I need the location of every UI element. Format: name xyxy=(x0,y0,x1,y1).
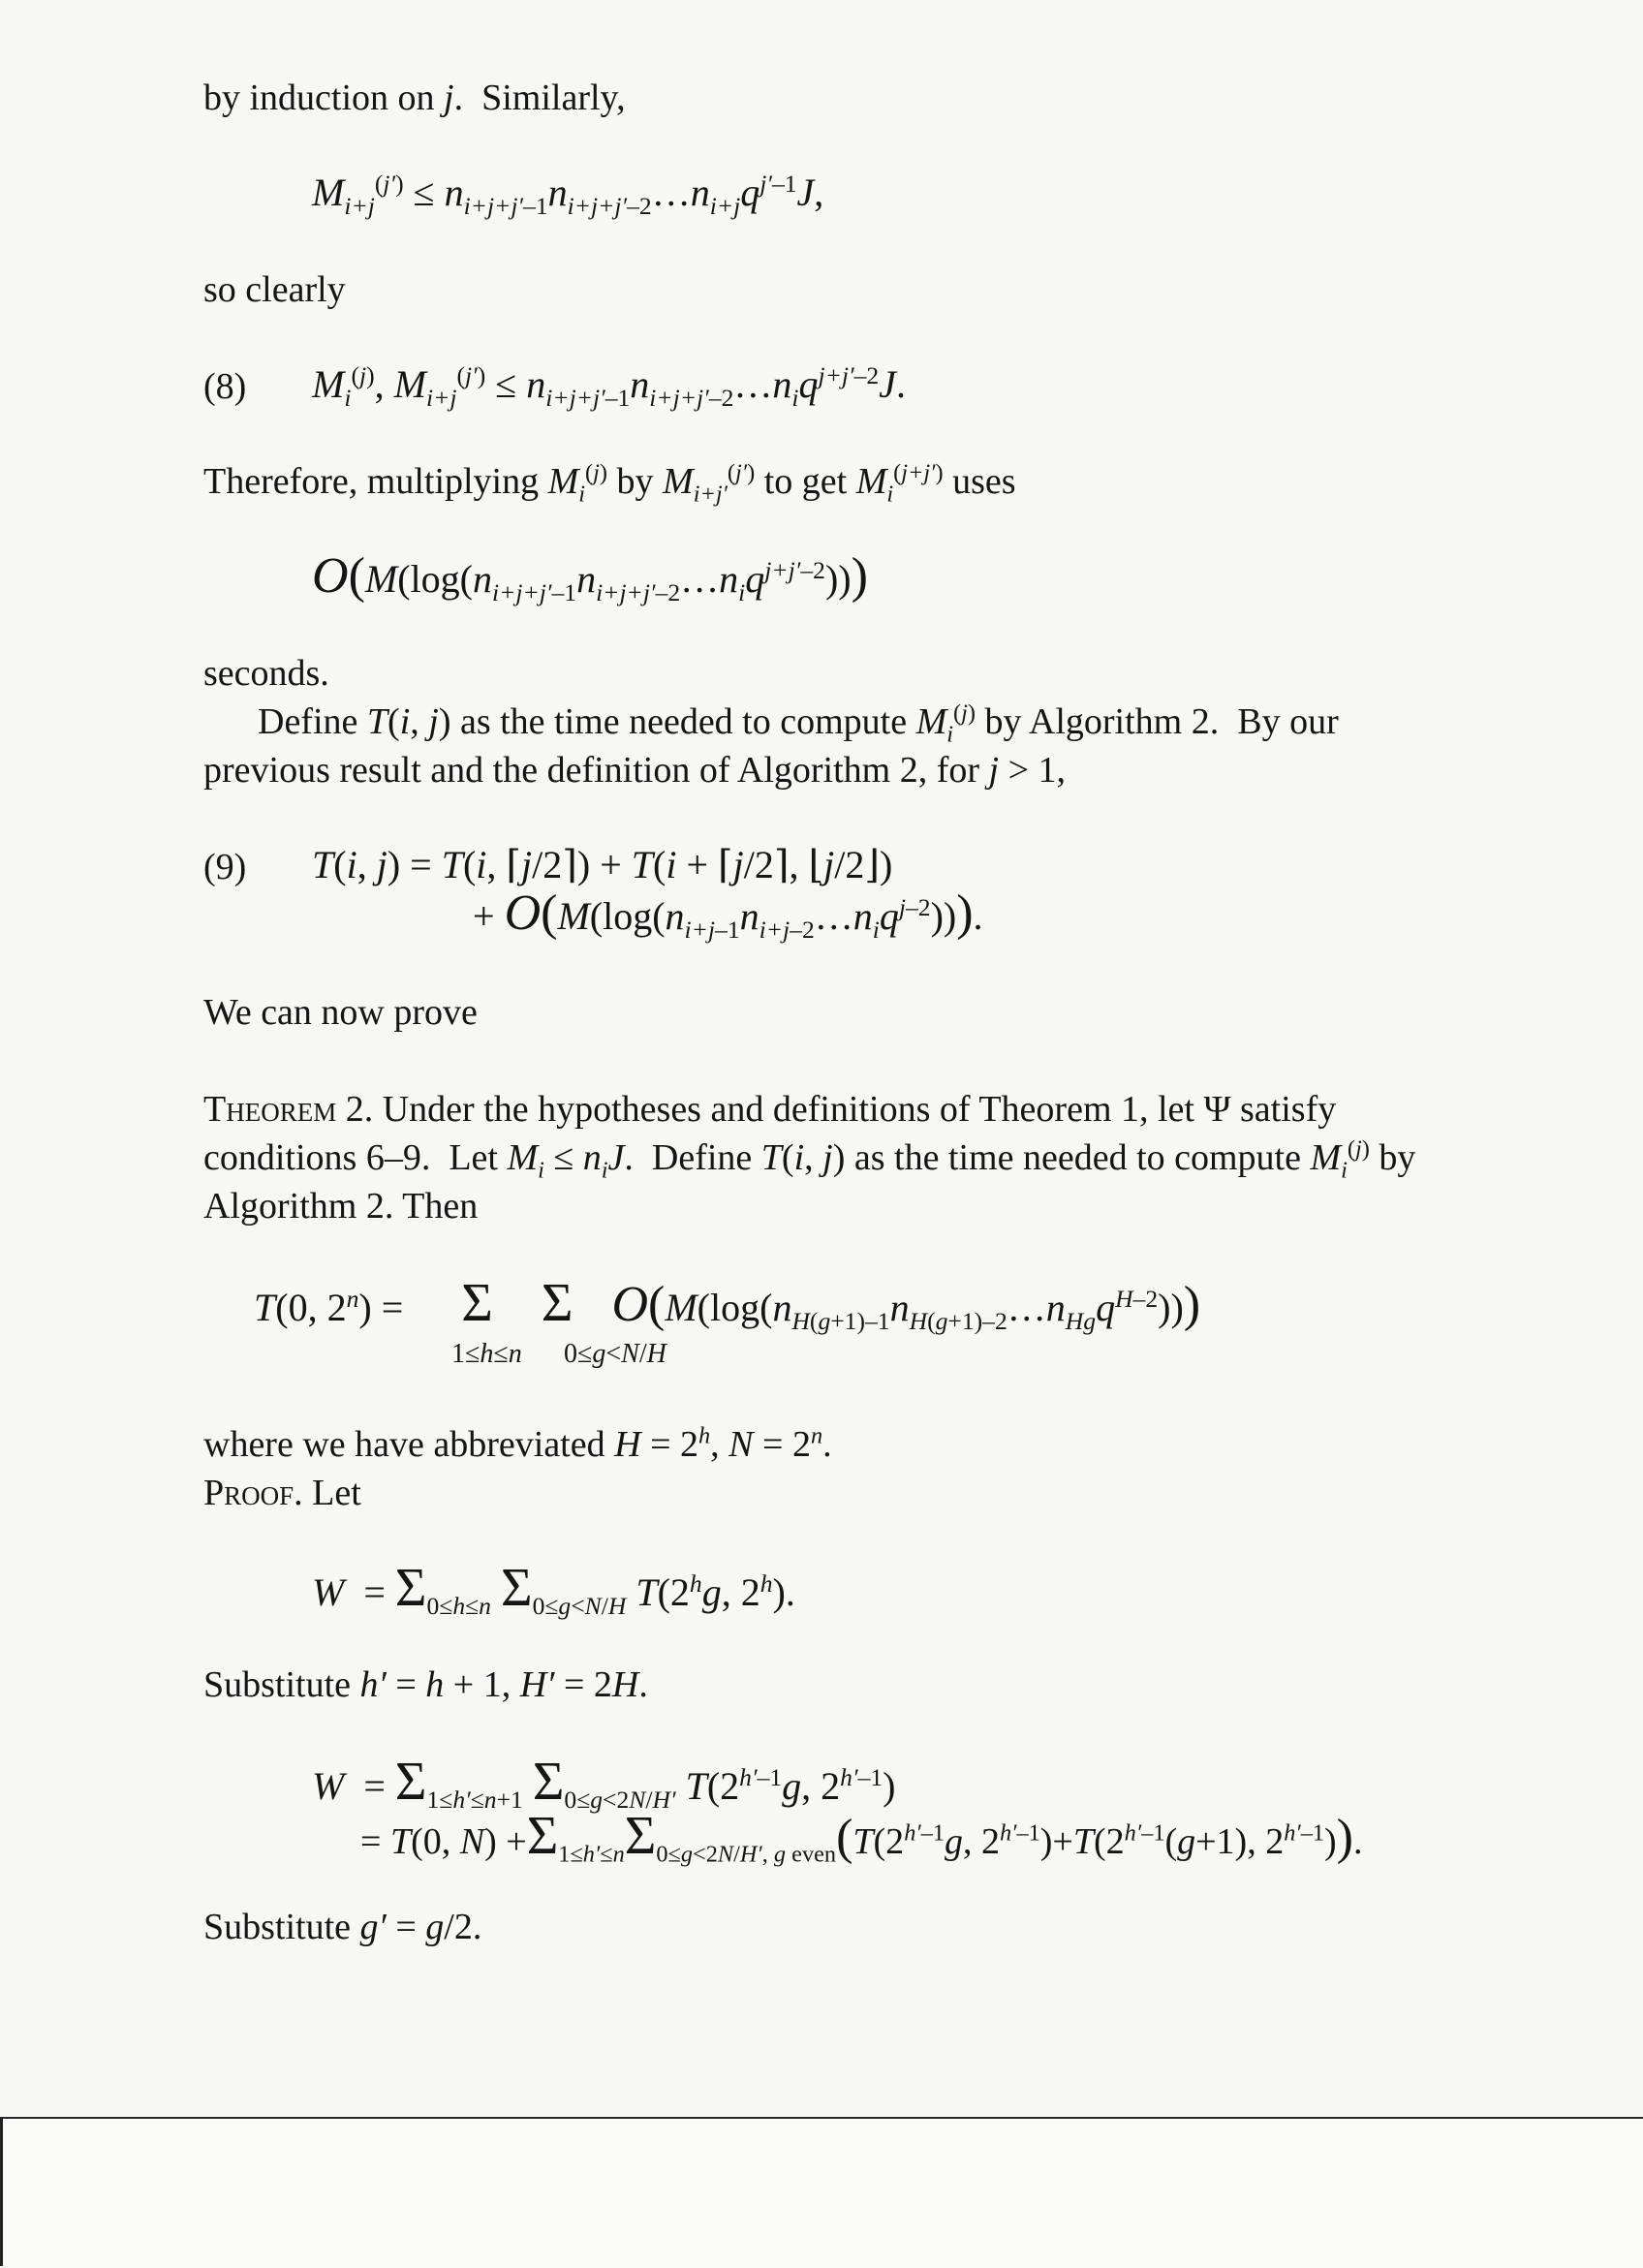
equation-W2-line2: = T(0, $N) +\Sigma_{1\le h'\le n}\Sigma_{0\le g<2N/H', g even}(T(2^{h'-1}g$, $2^{h'-1})+T(2^{h'-1}(g+1)$, $2^{h'-1}$)). xyxy=(360,1806,1363,1868)
text-substitute-h: Substitute h′ = h + 1, H′ = 2H. xyxy=(203,1664,648,1705)
text-substitute-g: Substitute g′ = g/2. xyxy=(203,1907,482,1947)
equation-W: $W = \Sigma_{0\le h\le n}$ $\Sigma_{0\le g<N/H}$ T(2$^h$g, 2$^h$). xyxy=(312,1558,795,1620)
equation-theorem: T(0, $2^n$) = Σ Σ $O(M(\log(n_{H(g+1)-1}n_{H(g+1)-2}\dots n_{Hg}q^{H-2})))$ xyxy=(254,1273,1201,1335)
equation-cost: $O(M(\log(n_{i+j+j'-1}n_{i+j+j'-2}\dots n_iq^{j+j'-2})))$ xyxy=(312,548,868,606)
text-define-line2: previous result and the definition of Algorithm 2, for j > 1, xyxy=(203,750,1067,791)
text-we-can-now-prove: We can now prove xyxy=(203,992,478,1033)
theorem-2-line1: Theorem 2. Under the hypotheses and definitions of Theorem 1, let Ψ satisfy xyxy=(203,1089,1337,1130)
equation-W2-line1: $W = \Sigma_{1\le h'\le n+1}$ $\Sigma_{0\le g<2N/H'}$ $T(2^{h'-1}g$, $2^{h'-1}$) xyxy=(312,1752,896,1814)
text-seconds: seconds. xyxy=(203,653,329,694)
theorem-heading: Theorem xyxy=(203,1089,337,1130)
proof-heading: Proof xyxy=(203,1473,294,1513)
scan-left-edge xyxy=(0,2118,3,2266)
sum-limit-h: 1≤h≤n xyxy=(451,1339,522,1369)
theorem-2-line2: conditions 6–9. Let $M_i \le n_iJ$. Define T(i, j) as the time needed to compute $M_i^{(j)}$ by xyxy=(203,1135,1416,1184)
proof-heading-line xyxy=(203,1471,361,1515)
sum-limit-g: 0≤g<N/H xyxy=(564,1339,666,1369)
proof-let: . Let xyxy=(294,1473,361,1513)
text-so-clearly: so clearly xyxy=(203,269,346,310)
equation-similarly: $M_{i+j}^{(j')}$ ≤ $n_{i+j+j'-1}n_{i+j+j'-2}\dots n_{i+j}q^{j'-1}J$, xyxy=(312,169,824,220)
scan-bottom-edge xyxy=(0,2117,1643,2268)
equation-9-label: (9) xyxy=(203,847,247,887)
equation-8: $M_i^{(j)}$, $M_{i+j}^{(j')}$ ≤ $n_{i+j+j'-1}n_{i+j+j'-2}\dots n_iq^{j+j'-2}J$. xyxy=(312,360,906,412)
equation-8-label: (8) xyxy=(203,366,247,407)
text-therefore: Therefore, multiplying $M_i^{(j)}$ by $M_{i+j'}^{(j')}$ to get $M_i^{(j+j')}$ uses xyxy=(203,459,1016,508)
equation-9-line1: T(i, j) = T(i, ⌈j/2⌉) + T(i + ⌈j/2⌉, ⌊j/2⌋) xyxy=(312,843,893,886)
theorem-2-line3: Algorithm 2. Then xyxy=(203,1186,479,1227)
text-define-line1: Define T(i, j) as the time needed to compute $M_i^{(j)}$ by Algorithm 2. By our xyxy=(258,699,1339,748)
text-line-induction: by induction on j. Similarly, xyxy=(203,78,626,118)
equation-9-line2: + $O(M(\log(n_{i+j-1}n_{i+j-2}\dots n_iq^{j-2})))$. xyxy=(473,885,983,944)
text-where-abbreviated: where we have abbreviated $H = 2^h$, $N = 2^n$. xyxy=(203,1422,832,1465)
